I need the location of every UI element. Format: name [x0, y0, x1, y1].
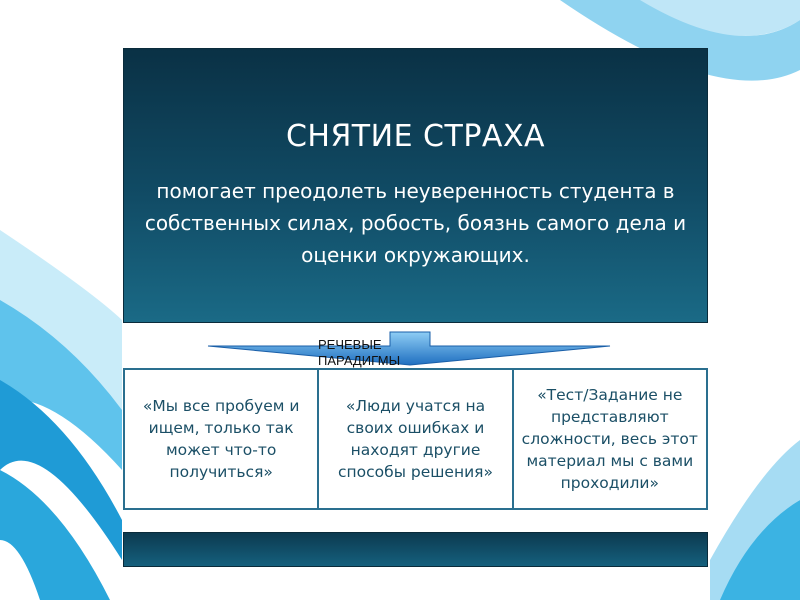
paradigm-cards — [123, 368, 708, 510]
paradigm-card: «Люди учатся на своих ошибках и находят другие способы решения» — [317, 370, 511, 508]
paradigm-card: «Тест/Задание не представляют сложности, весь этот материал мы с вами проходили» — [512, 370, 706, 508]
title-box — [123, 48, 708, 323]
bottom-bar — [123, 532, 708, 567]
paradigm-card: «Мы все пробуем и ищем, только так может что-то получиться» — [142, 397, 300, 481]
arrow-label: РЕЧЕВЫЕ ПАРАДИГМЫ — [318, 337, 401, 368]
slide-title: СНЯТИЕ СТРАХА — [285, 119, 546, 154]
slide-description: помогает преодолеть неуверенность студента в собственных силах, робость, боязнь самого дела и оценки окружающих. — [144, 179, 687, 267]
